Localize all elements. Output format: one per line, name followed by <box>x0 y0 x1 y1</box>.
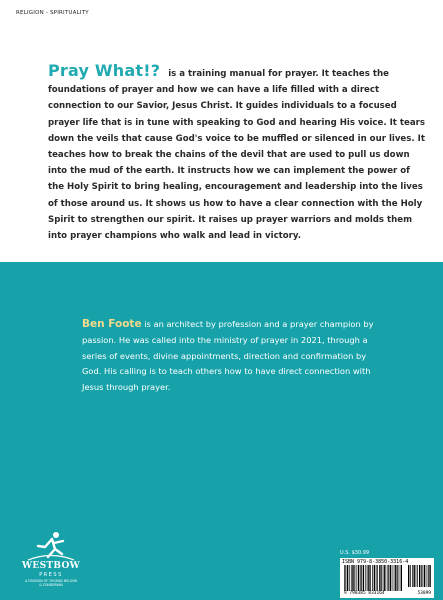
publisher-name: WESTBOW <box>22 561 80 571</box>
barcode-bar <box>395 565 396 591</box>
publisher-press: PRESS <box>39 572 63 578</box>
barcode-bar <box>424 565 425 587</box>
barcode-bar <box>421 565 422 587</box>
barcode-bar <box>417 565 418 587</box>
barcode-bar <box>360 565 361 591</box>
author-bio <box>82 317 382 396</box>
barcode-bar <box>377 565 378 591</box>
barcode-bar <box>379 565 380 591</box>
barcode-bar <box>412 565 413 587</box>
barcode-bar <box>388 565 389 591</box>
isbn-text: ISBN 979-8-3850-3316-4 <box>342 559 409 565</box>
book-description <box>48 63 426 244</box>
barcode-bar <box>414 565 415 587</box>
description-panel <box>0 0 443 262</box>
barcode-bar <box>394 565 395 591</box>
barcode-bar <box>410 565 411 587</box>
barcode-bar <box>352 565 353 591</box>
barcode-bar <box>370 565 371 591</box>
barcode-bar <box>358 565 359 591</box>
barcode-bar <box>363 565 364 591</box>
publisher-logo <box>18 530 84 596</box>
barcode-bar <box>408 565 409 587</box>
barcode-bar <box>383 565 384 591</box>
barcode-bar <box>419 565 420 587</box>
runner-icon <box>18 530 84 562</box>
description-text: is a training manual for prayer. It teaches the foundations of prayer and how we can have a life filled with a direct connection to our Savior, Jesus Christ. It guides individuals to a focused prayer life that is in tune with speaking to God and hearing His voice. It tears down the veils that cause God's voice to be muffled or silenced in our lives. It teaches how to break the chains of the devil that are used to pull us down into the mud of the earth. It instructs how we can implement the power of the Holy Spirit to bring healing, encouragement and leadership into the lives of those around us. It shows us how to have a clear connection with the Holy Spirit to strengthen our spirit. It raises up prayer warriors and molds them into prayer champions who walk and lead in victory. <box>48 69 425 242</box>
barcode-bar <box>376 565 377 591</box>
barcode-bar <box>387 565 388 591</box>
barcode-addon: 53099 <box>417 591 431 596</box>
barcode-bar <box>351 565 352 591</box>
barcode-bar <box>397 565 398 591</box>
barcode-bar <box>423 565 424 587</box>
author-name: Ben Foote <box>82 318 142 330</box>
barcode <box>340 558 434 598</box>
barcode-bar <box>390 565 391 591</box>
barcode-bar <box>384 565 385 591</box>
barcode-bar <box>354 565 355 591</box>
barcode-bar <box>392 565 393 591</box>
barcode-bar <box>349 565 350 591</box>
barcode-bar <box>356 565 357 591</box>
barcode-bar <box>428 565 429 587</box>
barcode-bars <box>340 565 434 591</box>
barcode-bar <box>401 565 402 591</box>
category-label: RELIGION - SPIRITUALITY <box>16 10 89 16</box>
barcode-bar <box>374 565 375 591</box>
publisher-tagline-1: A DIVISION OF THOMAS NELSON <box>25 579 77 583</box>
barcode-bar <box>381 565 382 591</box>
barcode-bar <box>399 565 400 591</box>
price-label: U.S. $30.99 <box>340 550 370 556</box>
barcode-bar <box>345 565 346 591</box>
barcode-bar <box>361 565 362 591</box>
barcode-bar <box>347 565 348 591</box>
barcode-number: 9 798385 033164 <box>344 591 385 596</box>
barcode-bar <box>365 565 366 591</box>
barcode-bar <box>368 565 369 591</box>
book-title: Pray What!? <box>48 61 161 80</box>
barcode-bar <box>429 565 430 587</box>
barcode-bar <box>416 565 417 587</box>
barcode-bar <box>367 565 368 591</box>
barcode-bar <box>427 565 428 587</box>
publisher-tagline <box>18 579 84 587</box>
author-panel <box>0 262 443 600</box>
bio-text: is an architect by profession and a prayer champion by passion. He was called into the ministry of prayer in 2021, through a series of events, divine appointments, direction and confirmation by God. His calling is to teach others how to have direct connection with Jesus through prayer. <box>82 319 374 393</box>
publisher-tagline-2: & ZONDERVAN <box>39 583 63 587</box>
barcode-bar <box>372 565 373 591</box>
barcode-bar <box>344 565 345 591</box>
